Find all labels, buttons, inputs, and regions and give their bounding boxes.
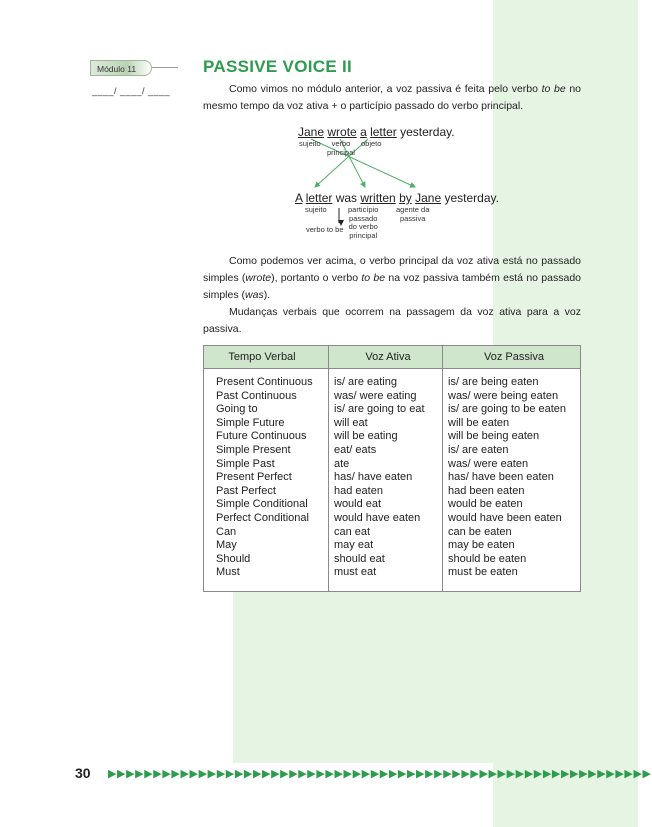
passive-form-cell: had been eaten [448,484,525,497]
active-form-cell: ate [334,457,350,470]
passive-label-agent: agente da passiva [396,205,430,223]
tense-cell: Should [216,552,251,565]
bottom-green-band [233,588,638,763]
module-label: Módulo 11 [90,60,152,76]
passive-form-cell: would be eaten [448,498,523,511]
active-form-cell: may eat [334,539,374,552]
passive-form-cell: is/ are eaten [448,443,509,456]
passive-form-cell: was/ were being eaten [448,389,559,402]
active-column [334,376,425,580]
page-title: PASSIVE VOICE II [203,57,353,76]
active-form-cell: will eat [334,416,368,429]
tense-column [216,376,313,580]
tense-cell: Present Continuous [216,376,313,388]
active-form-cell: is/ are going to eat [334,403,425,416]
passive-word-agent: Jane [415,191,442,205]
tense-cell: May [216,539,237,552]
active-form-cell: was/ were eating [334,389,417,402]
passive-form-cell: was/ were eaten [448,457,529,470]
active-word-object: letter [370,125,397,139]
tense-cell: Future Continuous [216,430,307,443]
active-form-cell: would eat [334,498,382,511]
header-voz-ativa: Voz Ativa [365,351,411,363]
explanation-em-to-be: to be [361,272,386,284]
passive-form-cell: should be eaten [448,552,527,565]
active-form-cell: is/ are eating [334,376,397,388]
header-tempo-verbal: Tempo Verbal [228,351,296,363]
explanation-text-b: ), portanto o verbo [271,272,362,284]
passive-sentence [295,191,499,205]
active-word-subject: Jane [298,125,325,139]
diagram-arrows [203,125,581,245]
module-tab [90,60,178,76]
passive-form-cell: will be being eaten [448,430,540,443]
changes-paragraph: Mudanças verbais que ocorrem na passagem da voz ativa para a voz passiva. [203,306,581,335]
active-form-cell: had eaten [334,484,383,497]
active-label-object: objeto [361,139,382,148]
page-number: 30 [75,765,91,781]
active-label-subject: sujeito [299,139,321,148]
voice-diagram [203,125,581,245]
passive-word-to-be: was [332,191,361,205]
passive-form-cell: can be eaten [448,525,512,538]
tense-cell: Can [216,525,237,538]
intro-text-2: no mesmo tempo da voz ativa + o particípio passado do verbo principal. [203,83,581,112]
explanation-text-d: ). [263,289,271,301]
tense-cell: Simple Conditional [216,498,308,511]
tense-cell: Present Perfect [216,471,292,484]
active-form-cell: eat/ eats [334,443,377,456]
tense-cell: Must [216,566,240,579]
explanation-em-wrote: wrote [245,272,272,284]
active-form-cell: must eat [334,566,377,579]
active-word-article: a [360,125,367,139]
header-voz-passiva: Voz Passiva [484,351,544,363]
passive-word-time: yesterday. [441,191,499,205]
intro-text-1: Como vimos no módulo anterior, a voz passiva é feita pelo verbo [229,83,542,95]
active-form-cell: should eat [334,552,385,565]
tense-cell: Going to [216,403,258,416]
tense-cell: Past Perfect [216,484,276,497]
passive-form-cell: will be eaten [448,416,510,429]
tense-cell: Perfect Conditional [216,511,309,524]
passive-word-article: A [295,191,303,205]
passive-form-cell: has/ have been eaten [448,471,554,484]
passive-label-to-be: verbo to be [306,225,344,234]
passive-form-cell: is/ are going to be eaten [448,403,567,416]
passive-form-cell: must be eaten [448,566,518,579]
passive-label-participle: particípio passado do verbo principal [348,205,379,240]
passive-column [448,376,566,580]
active-form-cell: would have eaten [334,511,421,524]
passive-form-cell: is/ are being eaten [448,376,539,388]
column-divider-1 [328,346,329,591]
passive-form-cell: may be eaten [448,539,515,552]
passive-label-subject: sujeito [305,205,327,214]
active-label-verb: verbo principal [327,139,355,157]
date-line: ____/ ____/ ____ [92,86,171,96]
arrow-glyph-icon: ▶▶▶▶▶▶▶▶▶▶▶▶▶▶▶▶▶▶▶▶▶▶▶▶▶▶▶▶▶▶▶▶▶▶▶▶▶▶▶▶▶▶▶▶▶▶▶▶▶▶▶▶▶▶▶▶▶▶▶▶ [108,768,652,780]
intro-paragraph [203,81,581,115]
explanation-text-c: na voz passiva também está no passado simples ( [203,272,582,301]
tense-cell: Simple Future [216,416,285,429]
passive-form-cell: would have been eaten [448,511,562,524]
active-word-verb: wrote [327,125,357,139]
footer-arrow-rule [108,768,652,780]
active-sentence [298,125,455,139]
explanation-em-was: was [245,289,264,301]
column-divider-2 [442,346,443,591]
active-word-time: yesterday. [396,125,455,139]
passive-word-by: by [399,191,412,205]
explanation-paragraph [203,253,581,304]
active-form-cell: will be eating [334,430,398,443]
tense-table [203,345,581,592]
tense-cell: Simple Past [216,457,275,470]
tense-cell: Past Continuous [216,389,297,402]
table-header [204,346,580,369]
intro-emphasis: to be [541,83,566,95]
passive-word-subject: letter [305,191,333,205]
active-form-cell: can eat [334,525,371,538]
tense-cell: Simple Present [216,443,291,456]
passive-word-participle: written [360,191,396,205]
active-form-cell: has/ have eaten [334,471,413,484]
module-line [152,67,178,68]
explanation-text-a: Como podemos ver acima, o verbo principal da voz ativa está no passado simples ( [203,255,581,284]
